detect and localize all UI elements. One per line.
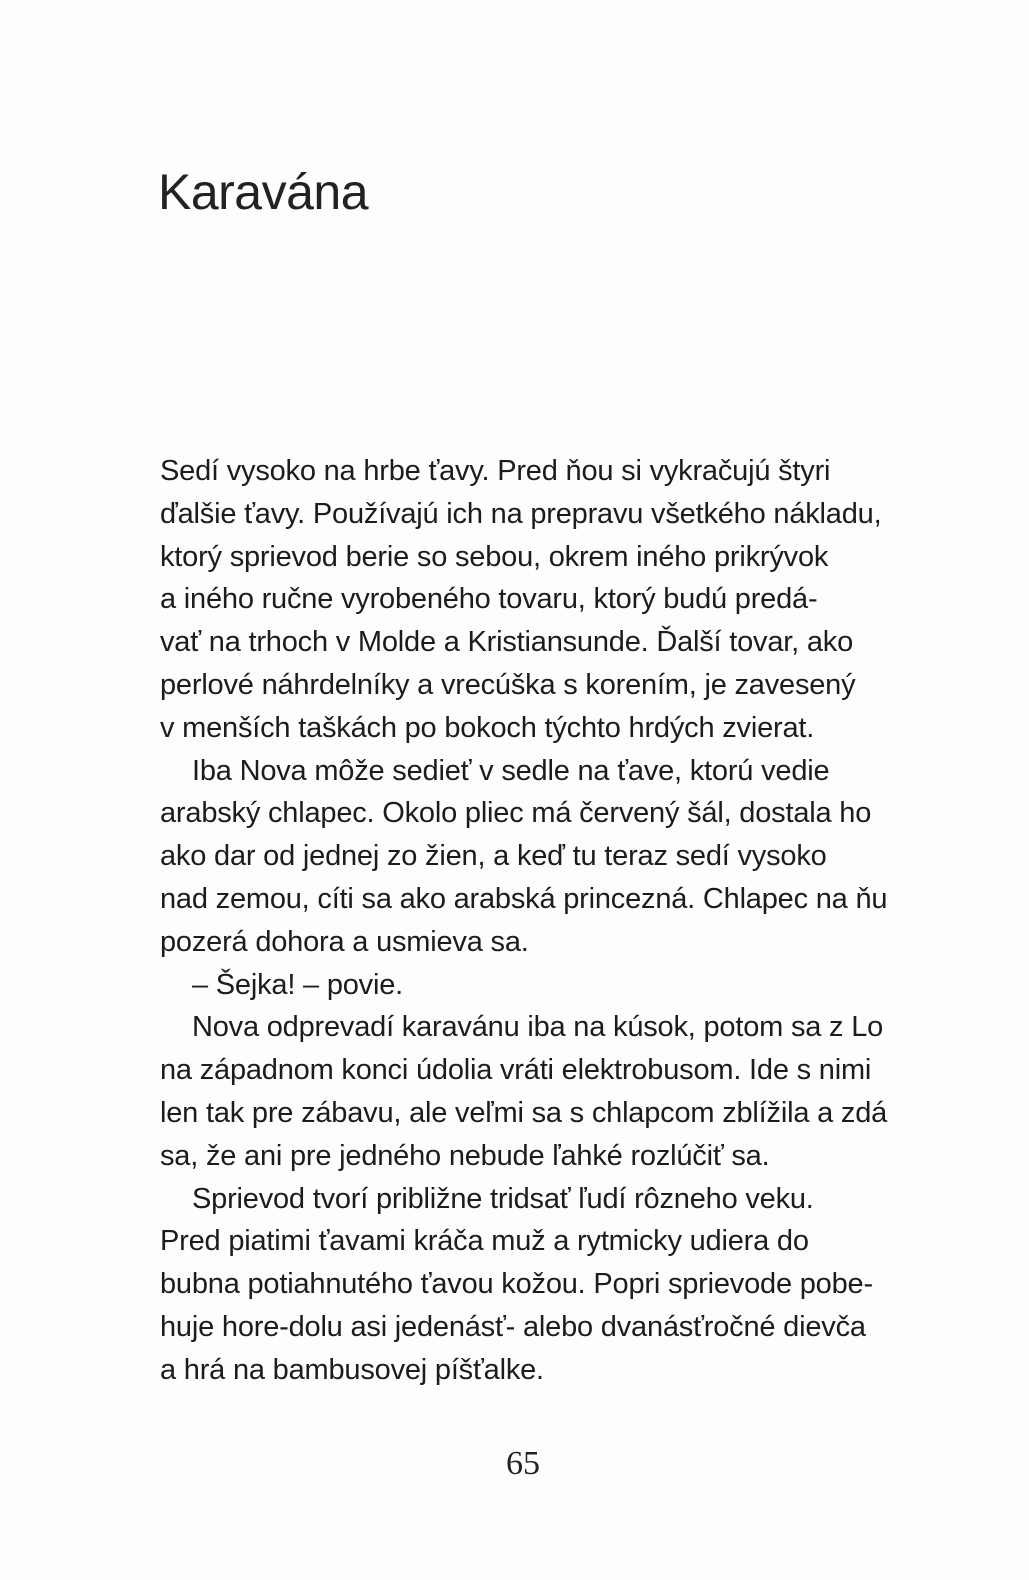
text-line: Pred piatimi ťavami kráča muž a rytmicky udiera do xyxy=(160,1225,809,1258)
body-text xyxy=(160,450,905,1392)
text-line: arabský chlapec. Okolo pliec má červený šál, dostala ho xyxy=(160,797,872,830)
text-line: Sprievod tvorí približne tridsať ľudí rôzneho veku. xyxy=(192,1182,814,1215)
text-line: a iného ručne vyrobeného tovaru, ktorý budú predá- xyxy=(160,583,818,616)
page-number: 65 xyxy=(506,1445,540,1482)
text-line: Iba Nova môže sedieť v sedle na ťave, ktorú vedie xyxy=(192,754,830,787)
text-line: – Šejka! – povie. xyxy=(192,968,404,1001)
chapter-title: Karavána xyxy=(158,164,369,220)
text-line: a hrá na bambusovej píšťalke. xyxy=(160,1353,544,1386)
text-line: len tak pre zábavu, ale veľmi sa s chlapcom zblížila a zdá xyxy=(160,1096,888,1129)
text-line: nad zemou, cíti sa ako arabská princezná. Chlapec na ňu xyxy=(160,882,888,915)
text-line: perlové náhrdelníky a vrecúška s korením, je zavesený xyxy=(160,668,856,701)
text-line: bubna potiahnutého ťavou kožou. Popri sprievode pobe- xyxy=(160,1268,873,1301)
text-line: Sedí vysoko na hrbe ťavy. Pred ňou si vykračujú štyri xyxy=(160,455,831,487)
text-line: ako dar od jednej zo žien, a keď tu teraz sedí vysoko xyxy=(160,840,827,873)
text-line: ďalšie ťavy. Používajú ich na prepravu všetkého nákladu, xyxy=(160,497,882,530)
text-line: vať na trhoch v Molde a Kristiansunde. Ďalší tovar, ako xyxy=(160,626,854,659)
text-line: na západnom konci údolia vráti elektrobusom. Ide s nimi xyxy=(160,1054,872,1087)
text-line: sa, že ani pre jedného nebude ľahké rozlúčiť sa. xyxy=(160,1139,770,1172)
text-line: pozerá dohora a usmieva sa. xyxy=(160,925,529,958)
text-line: Nova odprevadí karavánu iba na kúsok, potom sa z Lo xyxy=(192,1011,884,1044)
text-line: v menších taškách po bokoch týchto hrdých zvierat. xyxy=(160,711,815,744)
text-line: huje hore-dolu asi jedenásť- alebo dvanásťročné dievča xyxy=(160,1310,866,1343)
text-line: ktorý sprievod berie so sebou, okrem iného prikrývok xyxy=(160,540,829,573)
